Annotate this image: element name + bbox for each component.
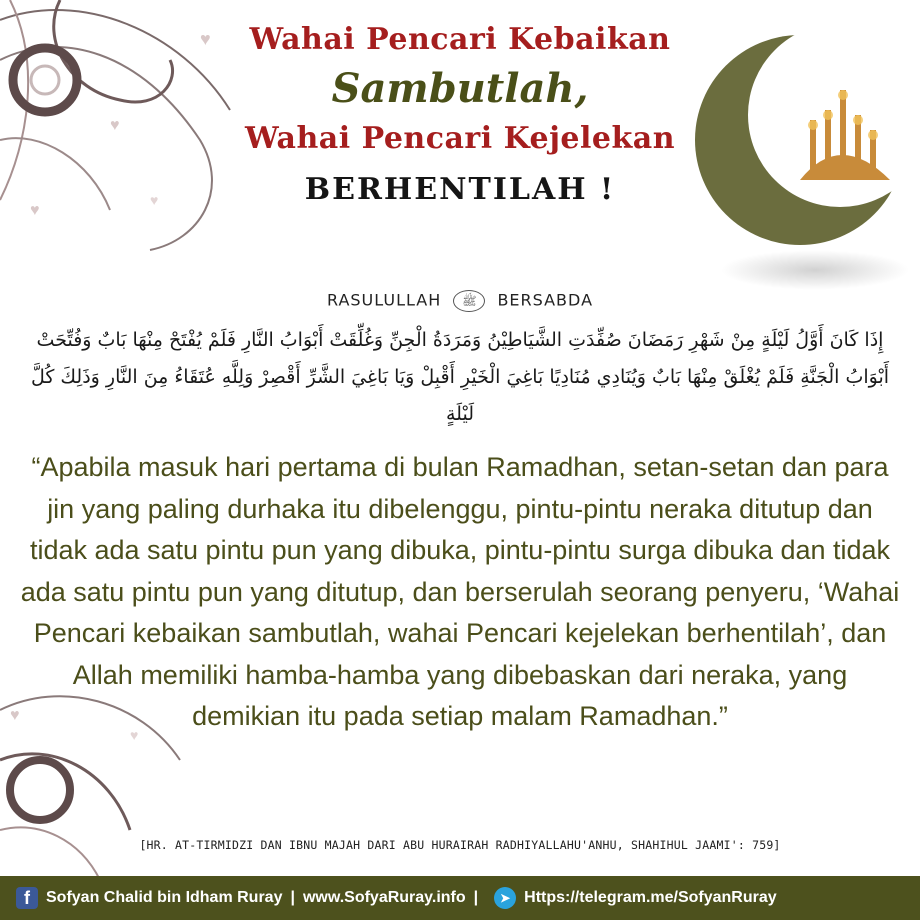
footer-website-link[interactable]: www.SofyaRuray.info [302,889,466,906]
hadith-source: [HR. AT-TIRMIDZI DAN IBNU MAJAH DARI ABU HURAIRAH RADHIYALLAHU'ANHU, SHAHIHUL JAAMI': 759] [139,838,781,852]
footer-telegram-link[interactable]: Https://telegram.me/SofyanRuray [524,889,777,906]
svg-text:♥: ♥ [130,727,139,743]
svg-text:♥: ♥ [10,707,20,724]
translation-text: “Apabila masuk hari pertama di bulan Ramadhan, setan-setan dan para jin yang paling durhaka itu dibelenggu, pintu-pintu neraka ditutup dan tidak ada satu pintu pun yang dibuka, pintu-pintu surga dibuka dan tidak ada satu pintu pun yang ditutup, dan berserulah seorang penyeru, ‘Wahai Pencari kebaikan sambutlah, wahai Pencari kejelekan berhentilah’, dan Allah memiliki hamba-hamba yang dibebaskan dari neraka, yang demikian itu pada setiap malam Ramadhan.” [20,452,900,731]
svg-text:♥: ♥ [150,192,159,208]
headline-line-4: BERHENTILAH ! [304,172,616,207]
crescent-shadow [720,250,910,290]
headline-line-2: Sambutlah, [331,65,589,112]
salawat-seal-icon: ﷺ [453,290,485,312]
narration-left: RASULULLAH [326,290,442,310]
headline-line-3: Wahai Pencari Kejelekan [244,121,676,156]
telegram-icon[interactable]: ➤ [494,887,516,909]
crescent-mosque-icon [690,20,920,270]
footer-bar [0,876,920,920]
headline-line-1: Wahai Pencari Kebaikan [249,22,671,57]
narration-heading [0,290,920,312]
facebook-icon[interactable]: f [16,887,38,909]
narration-right: BERSABDA [497,290,594,310]
arabic-hadith-text: إِذَا كَانَ أَوَّلُ لَيْلَةٍ مِنْ شَهْرِ رَمَضَانَ صُفِّدَتِ الشَّيَاطِيْنُ وَمَرَدَةُ الْجِنِّ وَغُلِّقَتْ أَبْوَابُ النَّارِ فَلَمْ يُفْتَحْ مِنْهَا بَابٌ وَفُتِّحَتْ أَبْوَابُ الْجَنَّةِ فَلَمْ يُغْلَقْ مِنْهَا بَابٌ وَيُنَادِي مُنَادِيًا بَاغِيَ الْخَيْرِ أَقْبِلْ وَيَا بَاغِيَ الشَّرِّ أَقْصِرْ وَلِلَّهِ عُتَقَاءُ مِنَ النَّارِ وَذَلِكَ كُلَّ لَيْلَةٍ [30,329,890,425]
footer-separator: | [290,889,295,906]
footer-separator-2: | [473,889,479,906]
headline [200,18,720,218]
svg-text:♥: ♥ [110,117,120,134]
svg-text:♥: ♥ [200,29,211,49]
footer-name: Sofyan Chalid bin Idham Ruray [46,889,283,906]
svg-text:♥: ♥ [30,202,40,219]
